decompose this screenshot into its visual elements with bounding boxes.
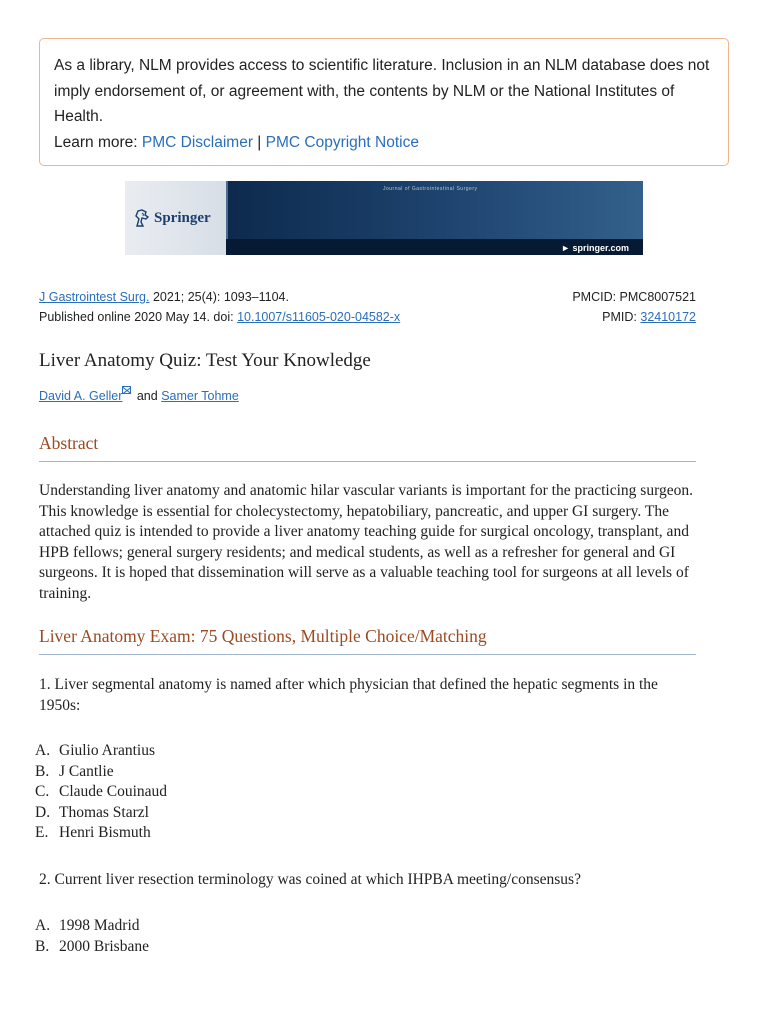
- author-link-geller[interactable]: David A. Geller: [39, 389, 123, 403]
- banner-journal-name: Journal of Gastrointestinal Surgery: [383, 186, 478, 192]
- disclaimer-box: [39, 38, 729, 166]
- question-2-options: [35, 916, 149, 957]
- authors-conjunction: and: [136, 389, 158, 403]
- email-icon[interactable]: [122, 386, 131, 394]
- option-text: Giulio Arantius: [59, 742, 156, 759]
- citation-volume: 2021; 25(4): 1093–1104.: [152, 290, 289, 304]
- option-text: Thomas Starzl: [59, 803, 149, 821]
- pmc-disclaimer-link[interactable]: PMC Disclaimer: [141, 133, 253, 151]
- option-text: J Cantlie: [59, 762, 114, 780]
- abstract-heading: Abstract: [39, 433, 696, 462]
- citation-left: [39, 287, 400, 327]
- banner-logo-area: [125, 181, 226, 255]
- list-item: [35, 937, 149, 958]
- option-text: Claude Couinaud: [59, 783, 168, 800]
- list-item: [35, 762, 167, 783]
- option-text: 2000 Brisbane: [59, 937, 149, 955]
- abstract-body: Understanding liver anatomy and anatomic hilar vascular variants is important for the practicing surgeon. This knowledge is essential for cholecystectomy, hepatobiliary, pancreatic, and upper GI surgery. The attached quiz is intended to provide a liver anatomy teaching guide for surgical oncology, transplant, and HPB fellows; general surgery residents; and medical students, as well as a refresher for general and GI surgeons. It is hoped that dissemination will serve as a valuable teaching tool for surgeons at all levels of training.: [39, 482, 693, 602]
- option-text: 1998 Madrid: [59, 917, 140, 934]
- pmid-link[interactable]: 32410172: [640, 310, 696, 324]
- pmid-line: [572, 307, 696, 327]
- option-letter: A.: [35, 742, 51, 759]
- option-letter: B.: [35, 762, 50, 780]
- author-link-tohme[interactable]: Samer Tohme: [161, 389, 239, 403]
- option-text: Henri Bismuth: [59, 824, 151, 841]
- doi-link[interactable]: 10.1007/s11605-020-04582-x: [237, 310, 401, 324]
- learn-more-line: [54, 130, 714, 156]
- pmid-label: PMID:: [602, 310, 637, 324]
- list-item: [35, 916, 149, 937]
- springer-logo: [133, 208, 211, 228]
- option-letter: A.: [35, 917, 51, 934]
- learn-more-label: Learn more:: [54, 133, 138, 151]
- option-letter: D.: [35, 803, 51, 821]
- pmcid-text: PMCID: PMC8007521: [572, 290, 696, 304]
- citation-right: [572, 287, 696, 327]
- link-separator: |: [257, 133, 262, 151]
- question-2: 2. Current liver resection terminology was coined at which IHPBA meeting/consensus?: [39, 871, 581, 888]
- pmc-copyright-link[interactable]: PMC Copyright Notice: [265, 133, 419, 151]
- citation-published-line: [39, 307, 400, 327]
- banner-graphic: [226, 181, 643, 255]
- option-letter: C.: [35, 783, 50, 800]
- list-item: [35, 782, 167, 803]
- springer-horse-icon: [133, 208, 151, 228]
- question-1-options: [35, 741, 167, 844]
- list-item: [35, 823, 167, 844]
- question-1: 1. Liver segmental anatomy is named after which physician that defined the hepatic segments in the 1950s:: [39, 676, 658, 714]
- journal-banner[interactable]: [125, 181, 643, 255]
- published-online-text: Published online 2020 May 14. doi:: [39, 310, 234, 324]
- citation-journal-line: [39, 287, 400, 307]
- author-list: [39, 389, 239, 403]
- article-title: Liver Anatomy Quiz: Test Your Knowledge: [39, 350, 371, 371]
- springer-wordmark: Springer: [154, 209, 211, 226]
- exam-heading: Liver Anatomy Exam: 75 Questions, Multiple Choice/Matching: [39, 626, 696, 655]
- option-letter: B.: [35, 937, 50, 955]
- list-item: [35, 741, 167, 762]
- option-letter: E.: [35, 824, 49, 841]
- disclaimer-text: As a library, NLM provides access to scientific literature. Inclusion in an NLM database does not imply endorsement of, or agreement with, the contents by NLM or the National Institutes of Health.: [54, 57, 710, 125]
- list-item: [35, 803, 167, 824]
- springer-site-link[interactable]: ► springer.com: [561, 243, 629, 253]
- journal-link[interactable]: J Gastrointest Surg.: [39, 290, 150, 304]
